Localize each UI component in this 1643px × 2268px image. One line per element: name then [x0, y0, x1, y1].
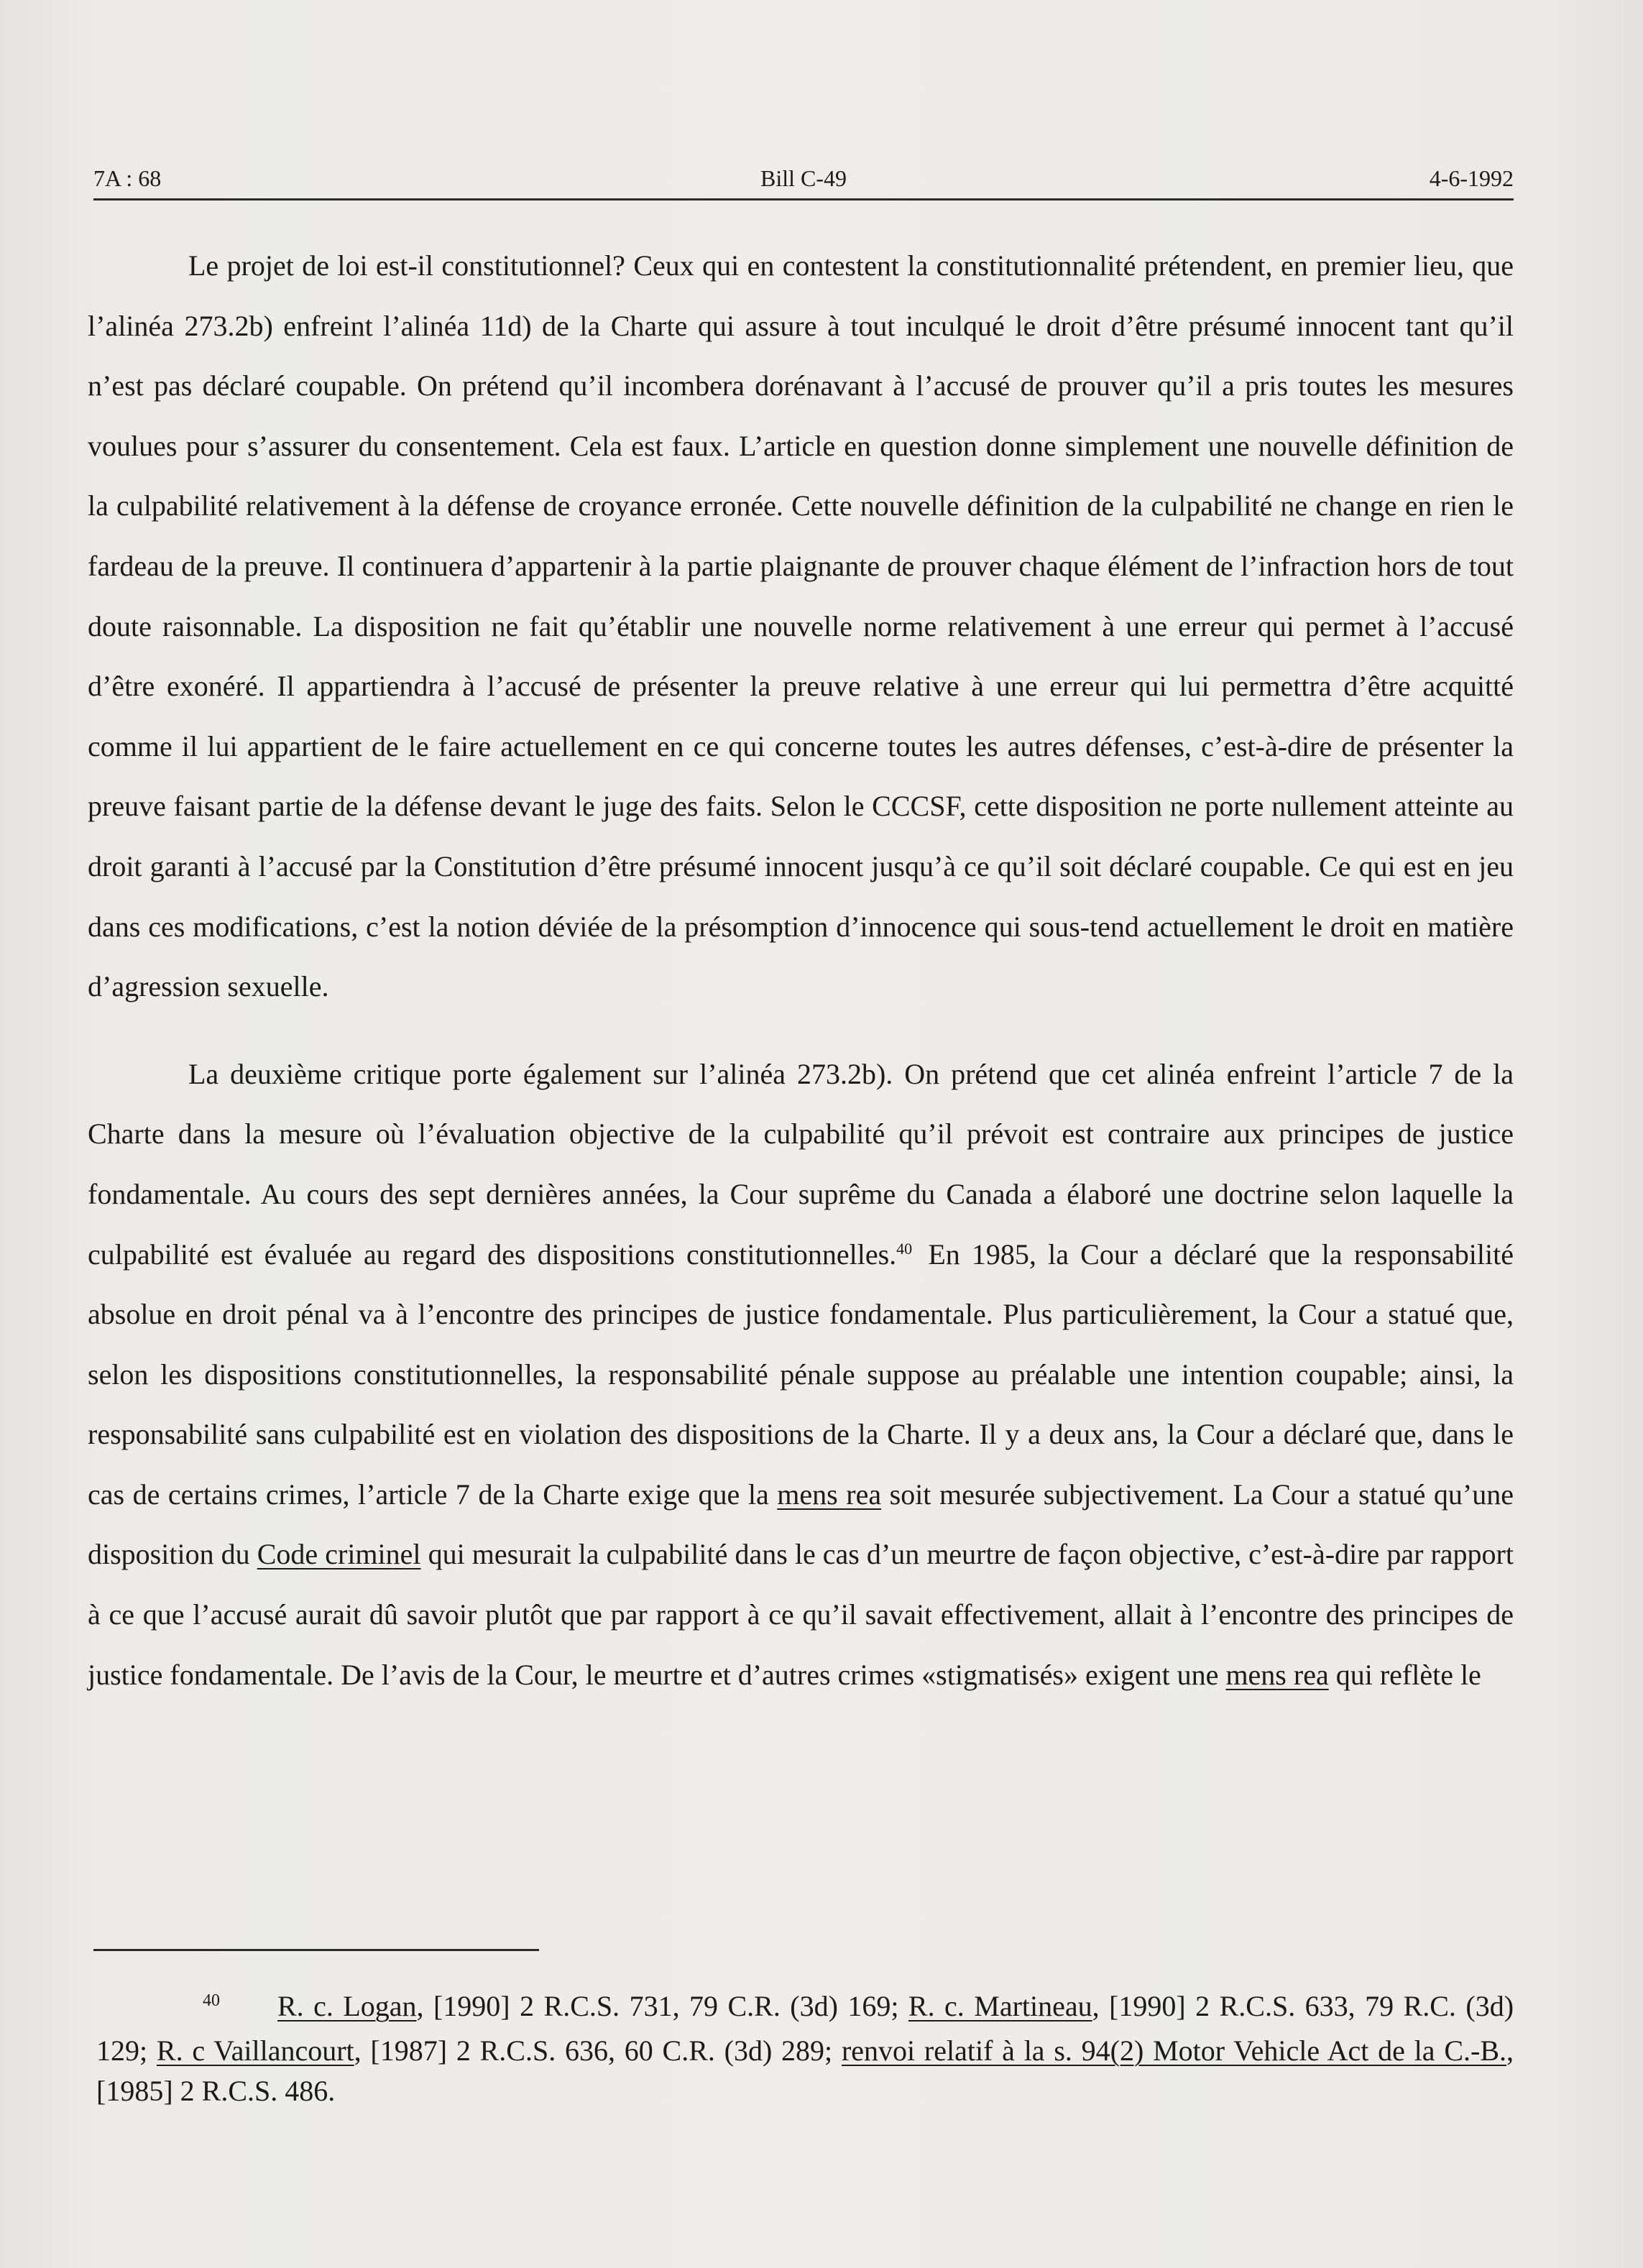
- footnote: [96, 1986, 1514, 2111]
- paragraph-text: La deuxième critique porte également sur l’alinéa 273.2b). On prétend que cet alinéa enfreint l’article 7 de la Charte dans la mesure où l’évaluation objective de la culpabilité qu’il prévoit est contraire aux principes de justice fondamentale. Au cours des sept dernières années, la Cour suprême du Canada a élaboré une doctrine selon laquelle la culpabilité est évaluée au regard des dispositions constitutionnelles.: [88, 1057, 1514, 1271]
- case-name: R. c. Logan: [277, 1990, 417, 2022]
- page-number: 7A : 68: [93, 165, 162, 191]
- footnote-number: 40: [203, 1991, 220, 2010]
- citation: , [1985] 2 R.C.S. 486.: [96, 2034, 1514, 2107]
- latin-term: mens rea: [777, 1478, 882, 1511]
- footnote-reference: 40: [896, 1239, 913, 1258]
- citation: , [1987] 2 R.C.S. 636, 60 C.R. (3d) 289;: [354, 2034, 842, 2067]
- paragraph-second-critique: [88, 1044, 1514, 1705]
- paragraph-text: qui mesurait la culpabilité dans le cas d’un meurtre de façon objective, c’est-à-dire par rapport à ce que l’accusé aurait dû savoir plutôt que par rapport à ce qu’il savait effectivement, allait à l’encontre des principes de justice fondamentale. De l’avis de la Cour, le meurtre et d’autres crimes «stigmatisés» exigent une: [88, 1538, 1514, 1691]
- case-name: R. c. Martineau: [908, 1990, 1092, 2022]
- citation: , [1990] 2 R.C.S. 633, 79 R.C. (3d) 129;: [96, 1990, 1514, 2067]
- page-header: [93, 165, 1514, 200]
- citation: , [1990] 2 R.C.S. 731, 79 C.R. (3d) 169;: [416, 1990, 908, 2022]
- statute-title: Code criminel: [257, 1538, 421, 1571]
- footnote-divider: [93, 1949, 539, 1951]
- bill-title: Bill C-49: [760, 165, 847, 191]
- case-name: R. c Vaillancourt: [156, 2034, 354, 2067]
- paragraph-text: soit mesurée subjectivement. La Cour a statué qu’une disposition du: [88, 1478, 1514, 1571]
- header-date: 4-6-1992: [1429, 165, 1514, 191]
- paragraph-text: En 1985, la Cour a déclaré que la responsabilité absolue en droit pénal va à l’encontre des principes de justice fondamentale. Plus particulièrement, la Cour a statué que, selon les dispositions constitutionnelles, la responsabilité pénale suppose au préalable une intention coupable; ainsi, la responsabilité sans culpabilité est en violation des dispositions de la Charte. Il y a deux ans, la Cour a déclaré que, dans le cas de certains crimes, l’article 7 de la Charte exige que la: [88, 1237, 1514, 1511]
- paragraph-text: qui reflète le: [1328, 1658, 1481, 1691]
- latin-term: mens rea: [1225, 1658, 1329, 1691]
- body-text: [88, 236, 1514, 1705]
- paragraph-constitutionality: Le projet de loi est-il constitutionnel? Ceux qui en contestent la constitutionnalité prétendent, en premier lieu, que l’alinéa 273.2b) enfreint l’alinéa 11d) de la Charte qui assure à tout inculqué le droit d’être présumé innocent tant qu’il n’est pas déclaré coupable. On prétend qu’il incombera dorénavant à l’accusé de prouver qu’il a pris toutes les mesures voulues pour s’assurer du consentement. Cela est faux. L’article en question donne simplement une nouvelle définition de la culpabilité relativement à la défense de croyance erronée. Cette nouvelle définition de la culpabilité ne change en rien le fardeau de la preuve. Il continuera d’appartenir à la partie plaignante de prouver chaque élément de l’infraction hors de tout doute raisonnable. La disposition ne fait qu’établir une nouvelle norme relativement à une erreur qui permet à l’accusé d’être exonéré. Il appartiendra à l’accusé de présenter la preuve relative à une erreur qui lui permettra d’être acquitté comme il lui appartient de le faire actuellement en ce qui concerne toutes les autres défenses, c’est-à-dire de présenter la preuve faisant partie de la défense devant le juge des faits. Selon le CCCSF, cette disposition ne porte nullement atteinte au droit garanti à l’accusé par la Constitution d’être présumé innocent jusqu’à ce qu’il soit déclaré coupable. Ce qui est en jeu dans ces modifications, c’est la notion déviée de la présomption d’innocence qui sous-tend actuellement le droit en matière d’agression sexuelle.: [88, 249, 1514, 1003]
- case-name: renvoi relatif à la s. 94(2) Motor Vehicle Act de la C.-B.: [841, 2034, 1507, 2067]
